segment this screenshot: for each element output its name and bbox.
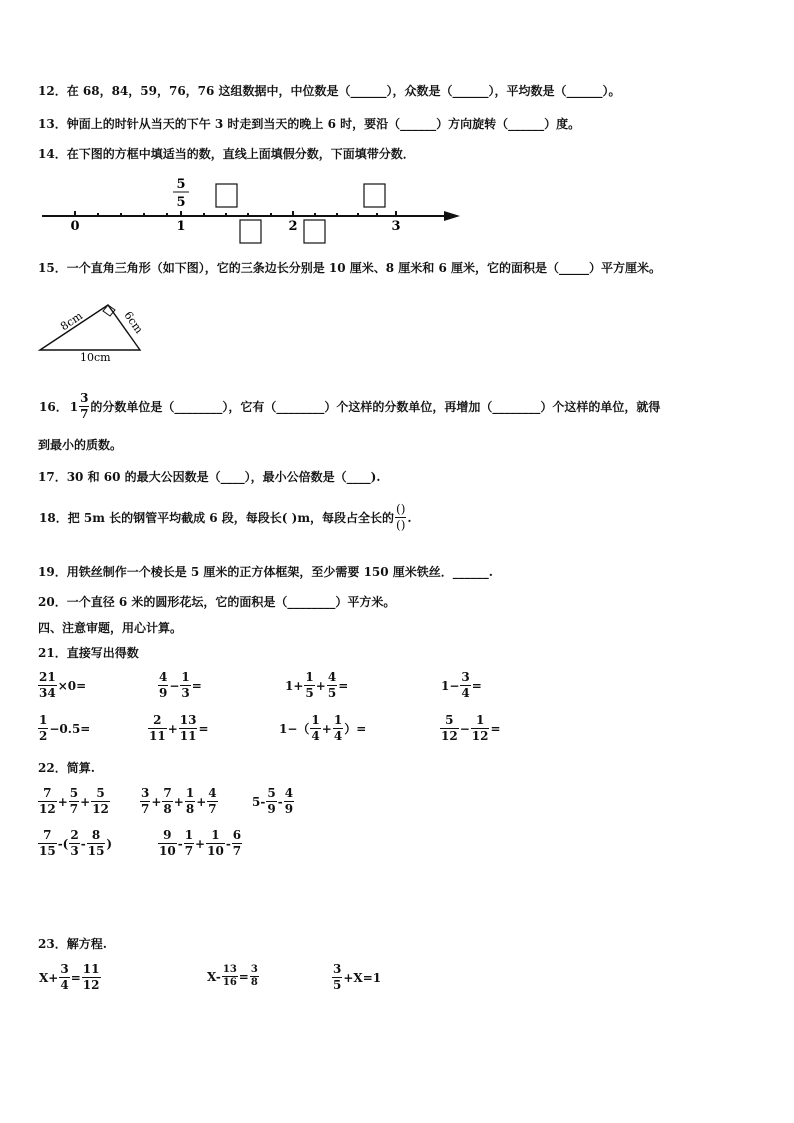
question-21: 21．直接写出得数: [38, 646, 139, 660]
question-15: 15．一个直角三角形（如下图），它的三条边长分别是 10 厘米、8 厘米和 6 厘米，它的面积是（_____）平方厘米。: [38, 261, 661, 275]
answer-box-bottom-1[interactable]: [240, 220, 261, 243]
q21-item-b1: $\frac{1}{2}$ −0.5=: [39, 713, 91, 743]
q22-expr-4: $\frac{7}{15}$ -( $\frac{2}{3}$ - $\frac{8}{15}$ ): [39, 828, 113, 858]
question-18: [38, 502, 413, 533]
label-1: 1: [176, 219, 186, 234]
question-16-line2: 到最小的质数。: [38, 438, 123, 452]
question-23: 23．解方程.: [38, 937, 107, 951]
triangle-label-8cm: 8cm: [58, 309, 85, 334]
q16-prefix: 16．: [39, 400, 68, 414]
triangle-label-6cm: 6cm: [121, 309, 146, 336]
question-13: 13．钟面上的时针从当天的下午 3 时走到当天的晚上 6 时，要沿（______）方向旋转（______）度。: [38, 117, 581, 131]
q21-item-b3: 1−（ $\frac{1}{4}$ + $\frac{1}{4}$ ）=: [279, 713, 367, 743]
triangle-label-10cm: 10cm: [80, 351, 111, 364]
q21-item-a2: $\frac{4}{9}$ − $\frac{1}{3}$ =: [159, 670, 202, 700]
question-16: [38, 391, 661, 422]
q21-item-b2: $\frac{2}{11}$ + $\frac{13}{11}$ =: [149, 713, 209, 743]
section-4-heading: 四、注意审题，用心计算。: [38, 621, 183, 635]
question-22: 22．简算.: [38, 761, 95, 775]
right-triangle: [40, 305, 140, 350]
q18-text: 18．把 5m 长的钢管平均截成 6 段，每段长( )m，每段占全长的: [39, 511, 395, 525]
q18-end: .: [407, 510, 412, 525]
label-2: 2: [288, 219, 298, 234]
answer-box-top-2[interactable]: [364, 184, 385, 207]
number-line-arrow: [444, 211, 460, 221]
label-3: 3: [391, 219, 401, 234]
question-12: 12．在 68，84，59，76，76 这组数据中，中位数是（______），众数是（______），平均数是（______）。: [38, 84, 621, 98]
top-fraction-denominator: 5: [176, 195, 186, 210]
q16-whole: 1: [69, 399, 79, 414]
q21-item-b4: $\frac{5}{12}$ − $\frac{1}{12}$ =: [441, 713, 501, 743]
q18-fraction: $\frac{()}{()}$: [396, 502, 406, 532]
q22-expr-2: $\frac{3}{7}$ + $\frac{7}{8}$ + $\frac{1}{8}$ + $\frac{4}{7}$: [141, 786, 217, 816]
q21-item-a1: $\frac{21}{34}$ ×0=: [39, 670, 87, 700]
q22-expr-3: 5- $\frac{5}{9}$ - $\frac{4}{9}$: [252, 786, 294, 816]
q23-equation-1: X+ $\frac{3}{4}$ = $\frac{11}{12}$: [39, 962, 100, 992]
question-17: 17．30 和 60 的最大公因数是（____），最小公倍数是（____).: [38, 470, 381, 484]
q23-equation-3: $\frac{3}{5}$ +X=1: [333, 962, 382, 992]
label-0: 0: [70, 219, 80, 234]
q23-equation-2: X- $\frac{13}{16}$ = $\frac{3}{8}$: [207, 964, 258, 988]
q22-expr-1: $\frac{7}{12}$ + $\frac{5}{7}$ + $\frac{5}{12}$: [39, 786, 109, 816]
top-fraction-numerator: 5: [176, 177, 186, 192]
question-19: 19．用铁丝制作一个棱长是 5 厘米的正方体框架，至少需要 150 厘米铁丝．______.: [38, 565, 493, 579]
answer-box-bottom-2[interactable]: [304, 220, 325, 243]
q16-fraction: $\frac{3}{7}$: [80, 391, 89, 421]
triangle-figure: [36, 300, 156, 364]
q21-item-a4: 1− $\frac{3}{4}$ =: [441, 670, 482, 700]
q16-text: 的分数单位是（________），它有（________）个这样的分数单位，再增加（________）个这样的单位，就得: [90, 400, 661, 414]
q21-item-a3: 1+ $\frac{1}{5}$ + $\frac{4}{5}$ =: [285, 670, 349, 700]
question-20: 20．一个直径 6 米的圆形花坛，它的面积是（________）平方米。: [38, 595, 396, 609]
answer-box-top-1[interactable]: [216, 184, 237, 207]
number-line-figure: [36, 170, 466, 246]
question-14: 14．在下图的方框中填适当的数，直线上面填假分数，下面填带分数．: [38, 147, 415, 161]
q22-expr-5: $\frac{9}{10}$ - $\frac{1}{7}$ + $\frac{1}{10}$ - $\frac{6}{7}$: [159, 828, 242, 858]
